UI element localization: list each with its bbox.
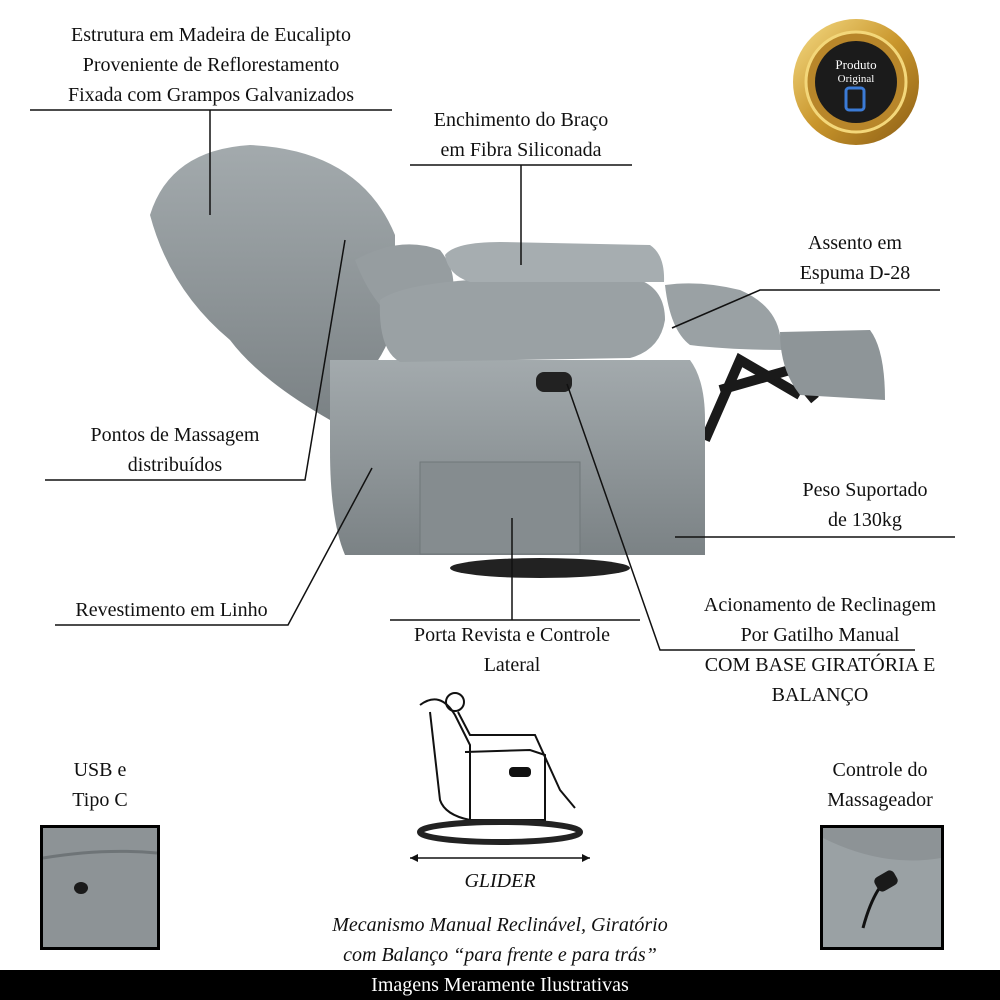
label-peso [780,475,950,535]
controle-line-2: Massageador [827,789,933,811]
usb-port-illustration [43,828,157,947]
chair-arm [380,280,665,362]
peso-line-2: de 130kg [828,509,902,531]
badge-line-2: Original [837,73,875,85]
controle-line-1: Controle do [832,759,928,781]
label-controle [800,755,960,815]
swivel-base [450,558,630,578]
label-estrutura [30,20,392,110]
enchimento-line-2: em Fibra Siliconada [440,139,602,161]
base-line-1: COM BASE GIRATÓRIA E [704,654,936,676]
usb-thumbnail [40,825,160,950]
label-assento [770,228,940,288]
seat-extension [665,283,785,350]
porta-line-2: Lateral [483,654,541,676]
label-porta [380,620,644,680]
massagem-line-1: Pontos de Massagem [90,424,260,446]
estrutura-line-3: Fixada com Grampos Galvanizados [67,84,355,106]
acionamento-line-1: Acionamento de Reclinagem [703,594,937,616]
footer-disclaimer: Imagens Meramente Ilustrativas [0,970,1000,1000]
acionamento-line-2: Por Gatilho Manual [740,624,900,646]
controller-thumbnail [820,825,944,950]
usb-line-2: Tipo C [72,789,128,811]
label-massagem [45,420,305,480]
label-acionamento [670,590,970,650]
massage-controller-illustration [823,828,941,947]
assento-line-2: Espuma D-28 [799,262,911,284]
revestimento-line-1: Revestimento em Linho [75,599,268,621]
label-revestimento [55,595,288,625]
massagem-line-2: distribuídos [127,454,223,476]
label-base [665,650,975,710]
usb-line-1: USB e [73,759,127,781]
estrutura-line-2: Proveniente de Reflorestamento [82,54,340,76]
porta-line-1: Porta Revista e Controle [413,624,611,646]
badge-text [806,58,906,86]
label-enchimento [410,105,632,165]
assento-line-1: Assento em [808,232,902,254]
label-usb [50,755,150,815]
base-line-2: BALANÇO [771,684,869,706]
glider-caption-line-2: com Balanço “para frente e para trás” [343,944,657,966]
arm-top [445,242,664,282]
recline-handle [536,372,572,392]
enchimento-line-1: Enchimento do Braço [433,109,609,131]
peso-line-1: Peso Suportado [802,479,928,501]
glider-caption [290,910,710,970]
badge-line-1: Produto [835,57,877,72]
glider-caption-line-1: Mecanismo Manual Reclinável, Giratório [332,914,668,936]
glider-title: GLIDER [464,870,536,892]
magazine-pocket [420,462,580,554]
estrutura-line-1: Estrutura em Madeira de Eucalipto [71,24,351,46]
